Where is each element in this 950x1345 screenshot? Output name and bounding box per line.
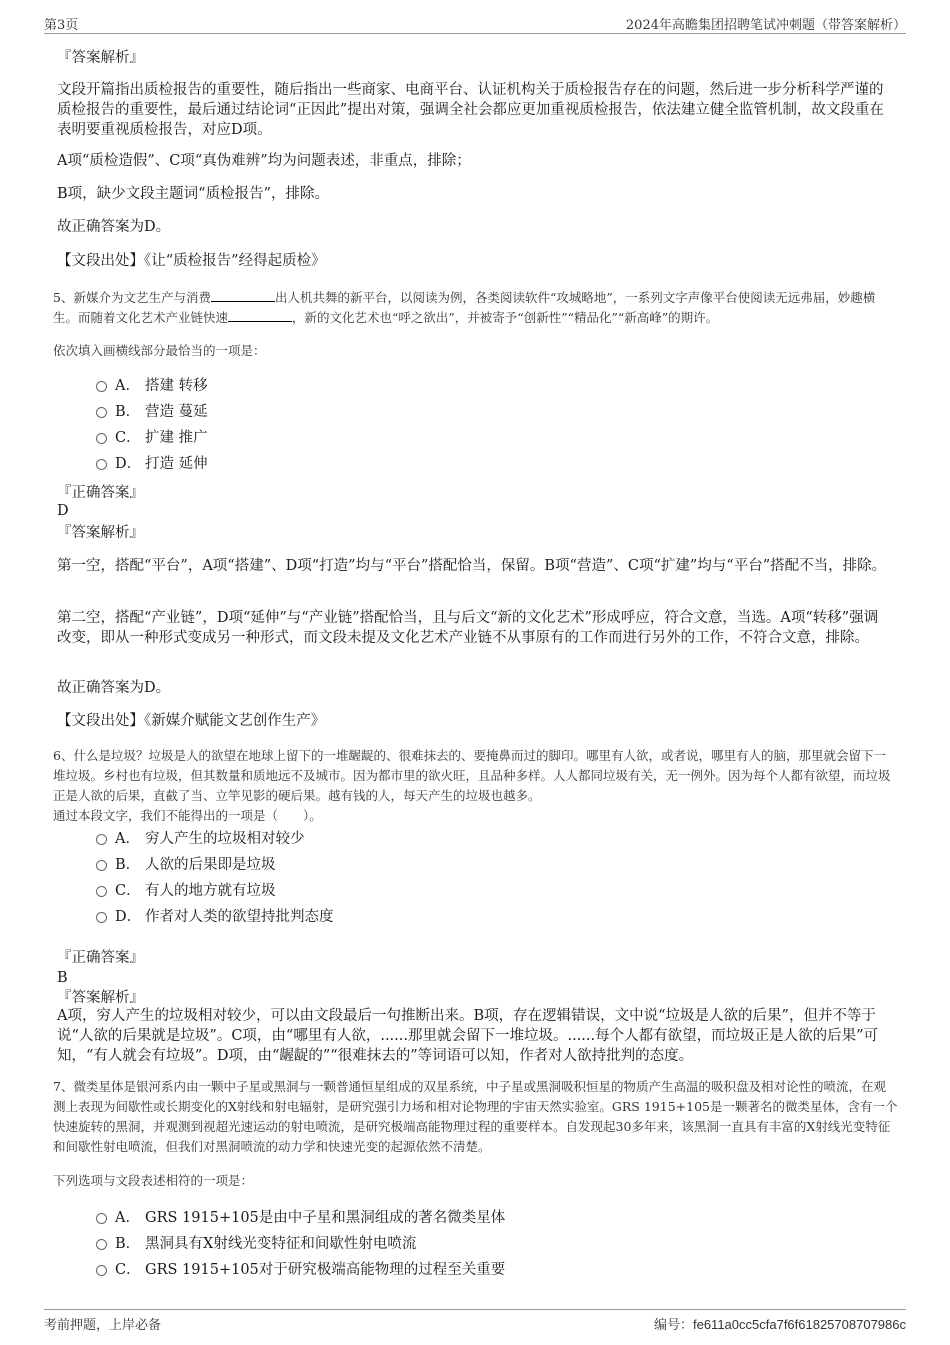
blank-2 <box>228 308 292 322</box>
q7-option-c[interactable]: C． GRS 1915+105对于研究极端高能物理的过程至关重要 <box>96 1260 505 1280</box>
q7-option-a[interactable]: A． GRS 1915+105是由中子星和黑洞组成的著名微类星体 <box>96 1208 505 1228</box>
q7-stem: 7、微类星体是银河系内由一颗中子星或黑洞与一颗普通恒星组成的双星系统，中子星或黑洞吸积恒星的物质产生高温的吸积盘及相对论性的喷流，在观测上表现为间歇性或长期变化的X射线和射电辐射，是研究强引力场和相对论物理的宇宙天然实验室。GRS 1915+105是一颗著名的微类星体，含有一个快速旋转的黑洞，并观测到视超光速运动的射电喷流，是研究极端高能物理过程的重要样本。自发现起30多年来，该黑洞一直具有丰富的X射线光变特征和间歇性射电喷流，但我们对黑洞喷流的动力学和快速光变的起源依然不清楚。 <box>53 1079 898 1154</box>
q4-analysis-label: 『答案解析』 <box>57 50 144 66</box>
radio-icon[interactable] <box>96 1213 107 1224</box>
q5-analysis-p1: 第一空，搭配“平台”，A项“搭建”、D项“打造”均与“平台”搭配恰当，保留。B项“营造”、C项“扩建”均与“平台”搭配不当，排除。 <box>57 558 887 574</box>
header-divider <box>44 33 906 34</box>
q7-option-b[interactable]: B． 黑洞具有X射线光变特征和间歇性射电喷流 <box>96 1234 416 1254</box>
q6-answer: B <box>57 970 68 986</box>
q4-analysis-p4: 故正确答案为D。 <box>57 219 171 235</box>
q4-analysis-p3: B项，缺少文段主题词“质检报告”，排除。 <box>57 186 329 202</box>
footer-divider <box>44 1309 906 1310</box>
q6-option-b[interactable]: B． 人欲的后果即是垃圾 <box>96 855 276 875</box>
q6-option-a[interactable]: A． 穷人产生的垃圾相对较少 <box>96 829 305 849</box>
q5-option-c[interactable]: C． 扩建 推广 <box>96 428 208 448</box>
q5-analysis-label: 『答案解析』 <box>57 525 144 541</box>
radio-icon[interactable] <box>96 860 107 871</box>
q5-answer-label: 『正确答案』 <box>57 485 144 501</box>
q5-analysis-p3: 故正确答案为D。 <box>57 680 171 696</box>
q4-source: 【文段出处】《让“质检报告”经得起质检》 <box>57 253 326 269</box>
footer-slogan: 考前押题，上岸必备 <box>44 1318 162 1333</box>
q5-source: 【文段出处】《新媒介赋能文艺创作生产》 <box>57 713 326 729</box>
radio-icon[interactable] <box>96 459 107 470</box>
q5-option-d[interactable]: D． 打造 延伸 <box>96 454 208 474</box>
radio-icon[interactable] <box>96 407 107 418</box>
q5-stem: 5、新媒介为文艺生产与消费 出人机共舞的新平台，以阅读为例，各类阅读软件“攻城略地”，一系列文字声像平台使阅读无远弗届，妙趣横生。而随着文化艺术产业链快速 ，新的文化艺术也“呼之欲出”，并被寄予“创新性”“精品化”“新高峰”的期许。 <box>53 290 876 325</box>
blank-1 <box>211 288 275 302</box>
page-header <box>44 10 906 32</box>
q4-analysis-p2: A项“质检造假”、C项“真伪难辨”均为问题表述，非重点，排除； <box>57 153 471 169</box>
q6-prompt: 通过本段文字，我们不能得出的一项是（ ）。 <box>53 808 322 823</box>
radio-icon[interactable] <box>96 381 107 392</box>
q5-answer: D <box>57 503 69 519</box>
page-number: 第3页 <box>44 18 79 33</box>
q6-option-c[interactable]: C． 有人的地方就有垃圾 <box>96 881 276 901</box>
q7-prompt: 下列选项与文段表述相符的一项是： <box>53 1173 254 1188</box>
q5-prompt: 依次填入画横线部分最恰当的一项是： <box>53 343 266 358</box>
q6-option-d[interactable]: D． 作者对人类的欲望持批判态度 <box>96 907 334 927</box>
radio-icon[interactable] <box>96 1239 107 1250</box>
radio-icon[interactable] <box>96 433 107 444</box>
q6-analysis-label: 『答案解析』 <box>57 990 144 1006</box>
q6-answer-label: 『正确答案』 <box>57 950 144 966</box>
q5-option-b[interactable]: B． 营造 蔓延 <box>96 402 208 422</box>
q6-analysis: A项，穷人产生的垃圾相对较少，可以由文段最后一句推断出来。B项，存在逻辑错误，文中说“垃圾是人欲的后果”，但并不等于说“人欲的后果就是垃圾”。C项，由“哪里有人欲，......那里就会留下一堆垃圾。......每个人都有欲望，而垃圾正是人欲的后果”可知，“有人就会有垃圾”。D项，由“龌龊的”“很难抹去的”等词语可以知，作者对人欲持批判的态度。 <box>57 1008 879 1064</box>
q5-analysis-p2: 第二空，搭配“产业链”，D项“延伸”与“产业链”搭配恰当，且与后文“新的文化艺术”形成呼应，符合文意，当选。A项“转移”强调改变，即从一种形式变成另一种形式，而文段未提及文化艺术产业链不从事原有的工作而进行另外的工作，不符合文意，排除。 <box>57 610 879 646</box>
document-title: 2024年高瞻集团招聘笔试冲刺题（带答案解析） <box>625 18 906 33</box>
document-id: 编号：fe611a0cc5cfa7f6f61825708707986c <box>653 1317 906 1332</box>
q4-analysis-p1: 文段开篇指出质检报告的重要性，随后指出一些商家、电商平台、认证机构关于质检报告存在的问题，然后进一步分析科学严谨的质检报告的重要性，最后通过结论词“正因此”提出对策，强调全社会都应更加重视质检报告，依法建立健全监管机制，故文段重在表明要重视质检报告，对应D项。 <box>57 82 884 138</box>
radio-icon[interactable] <box>96 834 107 845</box>
q6-stem: 6、什么是垃圾？垃圾是人的欲望在地球上留下的一堆龌龊的、很难抹去的、要掩鼻而过的脚印。哪里有人欲，或者说，哪里有人的脑，那里就会留下一堆垃圾。乡村也有垃圾，但其数量和质地远不及城市。因为都市里的欲火旺，且品种多样。人人都同垃圾有关，无一例外。因为每个人都有欲望，而垃圾正是人欲的后果，直截了当、立竿见影的硬后果。越有钱的人，每天产生的垃圾也越多。 <box>53 748 891 803</box>
radio-icon[interactable] <box>96 912 107 923</box>
q5-option-a[interactable]: A． 搭建 转移 <box>96 376 208 396</box>
radio-icon[interactable] <box>96 886 107 897</box>
radio-icon[interactable] <box>96 1265 107 1276</box>
